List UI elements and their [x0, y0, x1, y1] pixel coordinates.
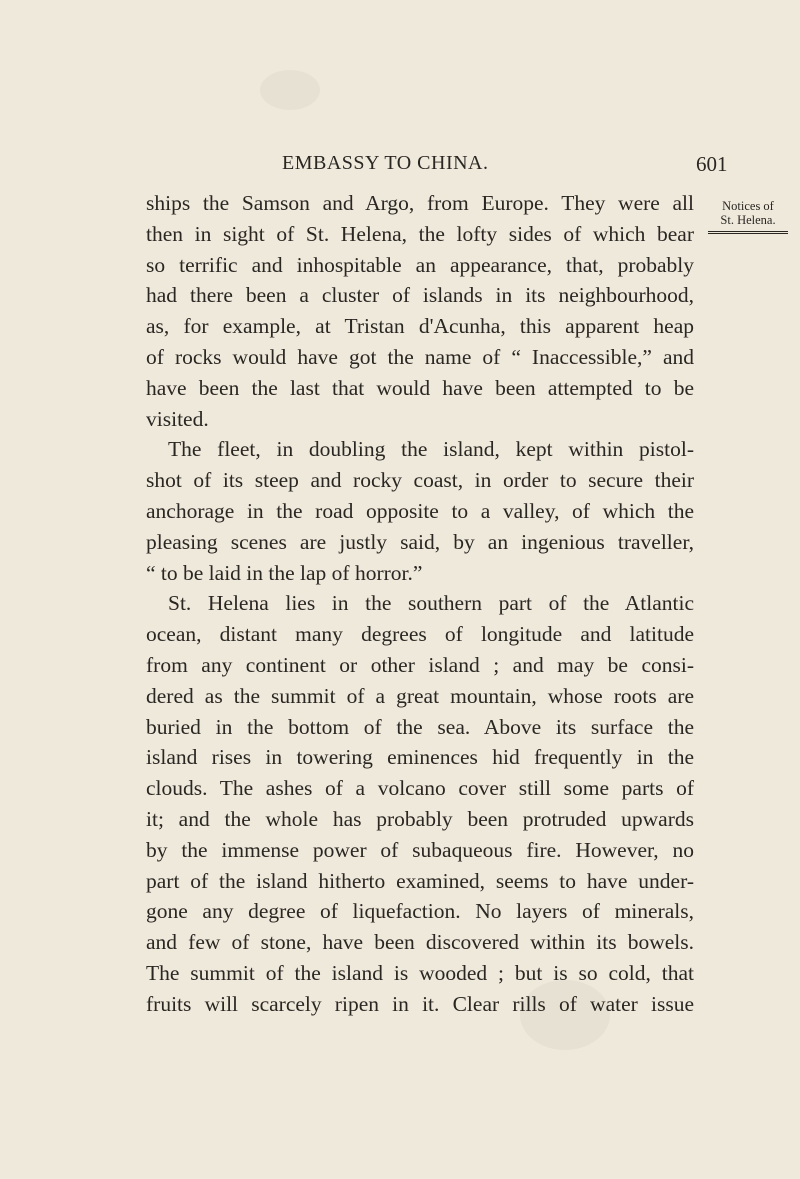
text-line: of rocks would have got the name of “ Inaccessible,” and: [146, 344, 694, 369]
paper-stain: [260, 70, 320, 110]
marginal-rule: [708, 231, 788, 234]
text-line: St. Helena lies in the southern part of the Atlantic: [168, 591, 694, 616]
text-line: fruits will scarcely ripen in it. Clear rills of water issue: [146, 991, 694, 1016]
text-line: ships the Samson and Argo, from Europe. They were all: [146, 191, 694, 215]
running-title: EMBASSY TO CHINA.: [282, 152, 489, 174]
text-line: as, for example, at Tristan d'Acunha, this apparent heap: [146, 314, 694, 339]
text-line: The summit of the island is wooded ; but is so cold, that: [146, 960, 694, 985]
text-line: part of the island hitherto examined, seems to have under-: [146, 868, 694, 893]
text-line: and few of stone, have been discovered within its bowels.: [146, 930, 694, 955]
text-line: by the immense power of subaqueous fire. However, no: [146, 837, 694, 862]
text-line: it; and the whole has probably been protruded upwards: [146, 806, 694, 831]
marginal-note: [703, 199, 793, 234]
text-line: “ to be laid in the lap of horror.”: [146, 560, 423, 585]
text-line: then in sight of St. Helena, the lofty sides of which bear: [146, 221, 694, 246]
marginal-note-line: St. Helena.: [720, 213, 776, 227]
text-line: pleasing scenes are justly said, by an ingenious traveller,: [146, 529, 694, 554]
text-line: visited.: [146, 406, 209, 431]
page-number: 601: [696, 152, 728, 176]
body-text: [146, 188, 694, 1020]
text-line: dered as the summit of a great mountain, whose roots are: [146, 683, 694, 708]
text-line: gone any degree of liquefaction. No layers of minerals,: [146, 899, 694, 924]
text-line: island rises in towering eminences hid frequently in the: [146, 745, 694, 770]
text-line: from any continent or other island ; and may be consi-: [146, 652, 694, 677]
text-line: have been the last that would have been attempted to be: [146, 375, 694, 400]
text-line: so terrific and inhospitable an appearance, that, probably: [146, 252, 694, 277]
text-line: buried in the bottom of the sea. Above its surface the: [146, 714, 694, 739]
running-head: [0, 152, 800, 182]
text-line: had there been a cluster of islands in its neighbourhood,: [146, 283, 694, 308]
text-line: anchorage in the road opposite to a valley, of which the: [146, 498, 694, 523]
text-line: ocean, distant many degrees of longitude and latitude: [146, 622, 694, 647]
text-line: The fleet, in doubling the island, kept within pistol-: [168, 437, 694, 462]
marginal-note-line: Notices of: [722, 199, 774, 213]
text-line: clouds. The ashes of a volcano cover still some parts of: [146, 776, 694, 801]
text-line: shot of its steep and rocky coast, in order to secure their: [146, 468, 694, 493]
